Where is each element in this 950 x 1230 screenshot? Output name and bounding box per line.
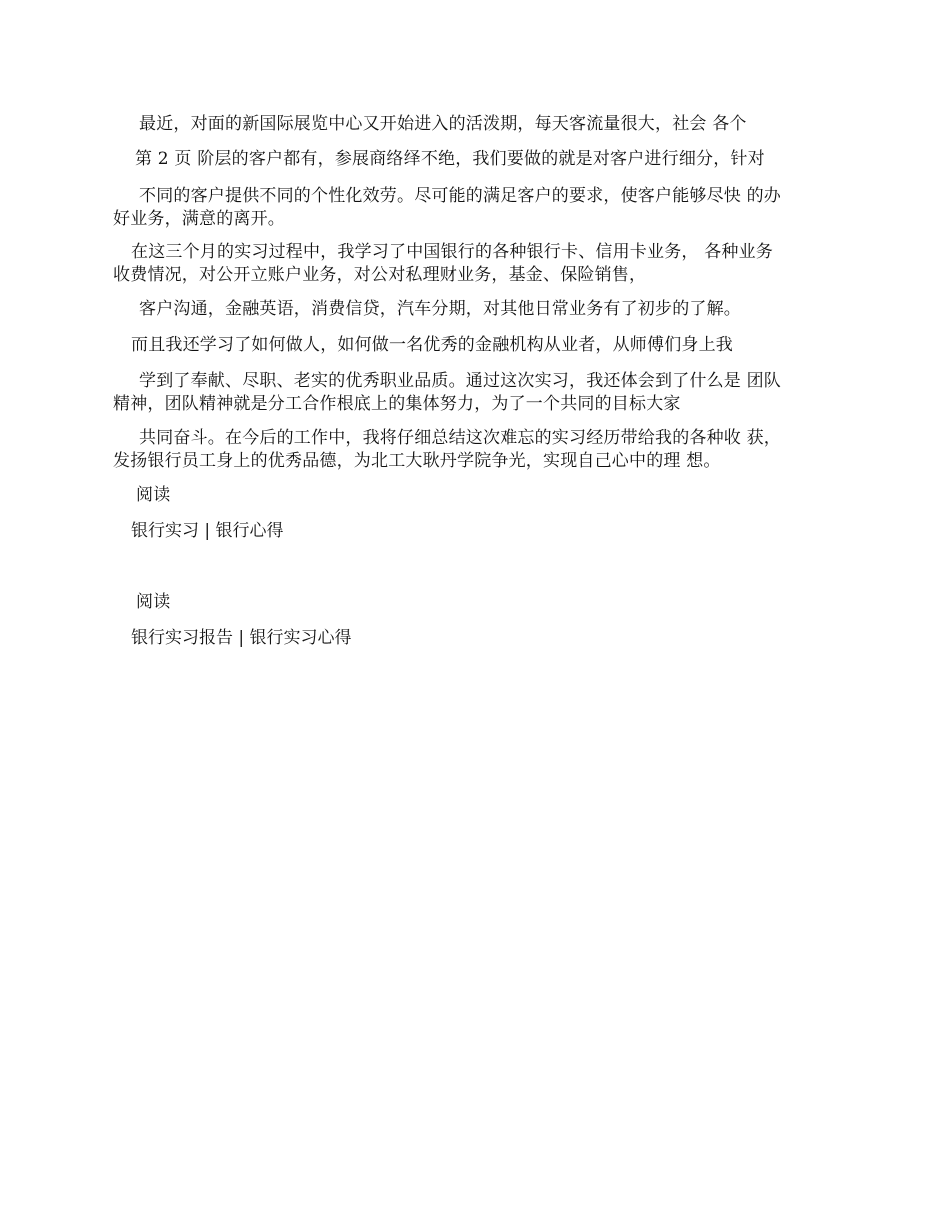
read-label: 阅读 [136, 592, 171, 612]
paragraph-line: 最近，对面的新国际展览中心又开始进入的活泼期，每天客流量很大，社会 各个 [139, 114, 747, 134]
read-label: 阅读 [136, 485, 171, 505]
paragraph-line: 而且我还学习了如何做人，如何做一名优秀的金融机构从业者，从师傅们身上我 [131, 335, 733, 355]
paragraph-line: 收费情况，对公开立账户业务，对公对私理财业务，基金、保险销售， [113, 265, 647, 285]
paragraph-line: 在这三个月的实习过程中，我学习了中国银行的各种银行卡、信用卡业务， 各种业务 [131, 242, 774, 262]
paragraph-line: 第 2 页 阶层的客户都有，参展商络绎不绝，我们要做的就是对客户进行细分，针对 [135, 149, 765, 169]
paragraph-line: 共同奋斗。在今后的工作中，我将仔细总结这次难忘的实习经历带给我的各种收 获， [139, 428, 782, 448]
related-links[interactable]: 银行实习报告 | 银行实习心得 [131, 628, 352, 648]
paragraph-line: 不同的客户提供不同的个性化效劳。尽可能的满足客户的要求，使客户能够尽快 的办 [139, 186, 782, 206]
paragraph-line: 客户沟通，金融英语，消费信贷，汽车分期，对其他日常业务有了初步的了解。 [139, 299, 741, 319]
paragraph-line: 好业务，满意的离开。 [113, 209, 285, 229]
paragraph-line: 学到了奉献、尽职、老实的优秀职业品质。通过这次实习，我还体会到了什么是 团队 [139, 371, 782, 391]
paragraph-line: 发扬银行员工身上的优秀品德，为北工大耿丹学院争光，实现自己心中的理 想。 [113, 451, 721, 471]
related-links[interactable]: 银行实习 | 银行心得 [131, 521, 284, 541]
paragraph-line: 精神，团队精神就是分工合作根底上的集体努力，为了一个共同的目标大家 [113, 394, 681, 414]
